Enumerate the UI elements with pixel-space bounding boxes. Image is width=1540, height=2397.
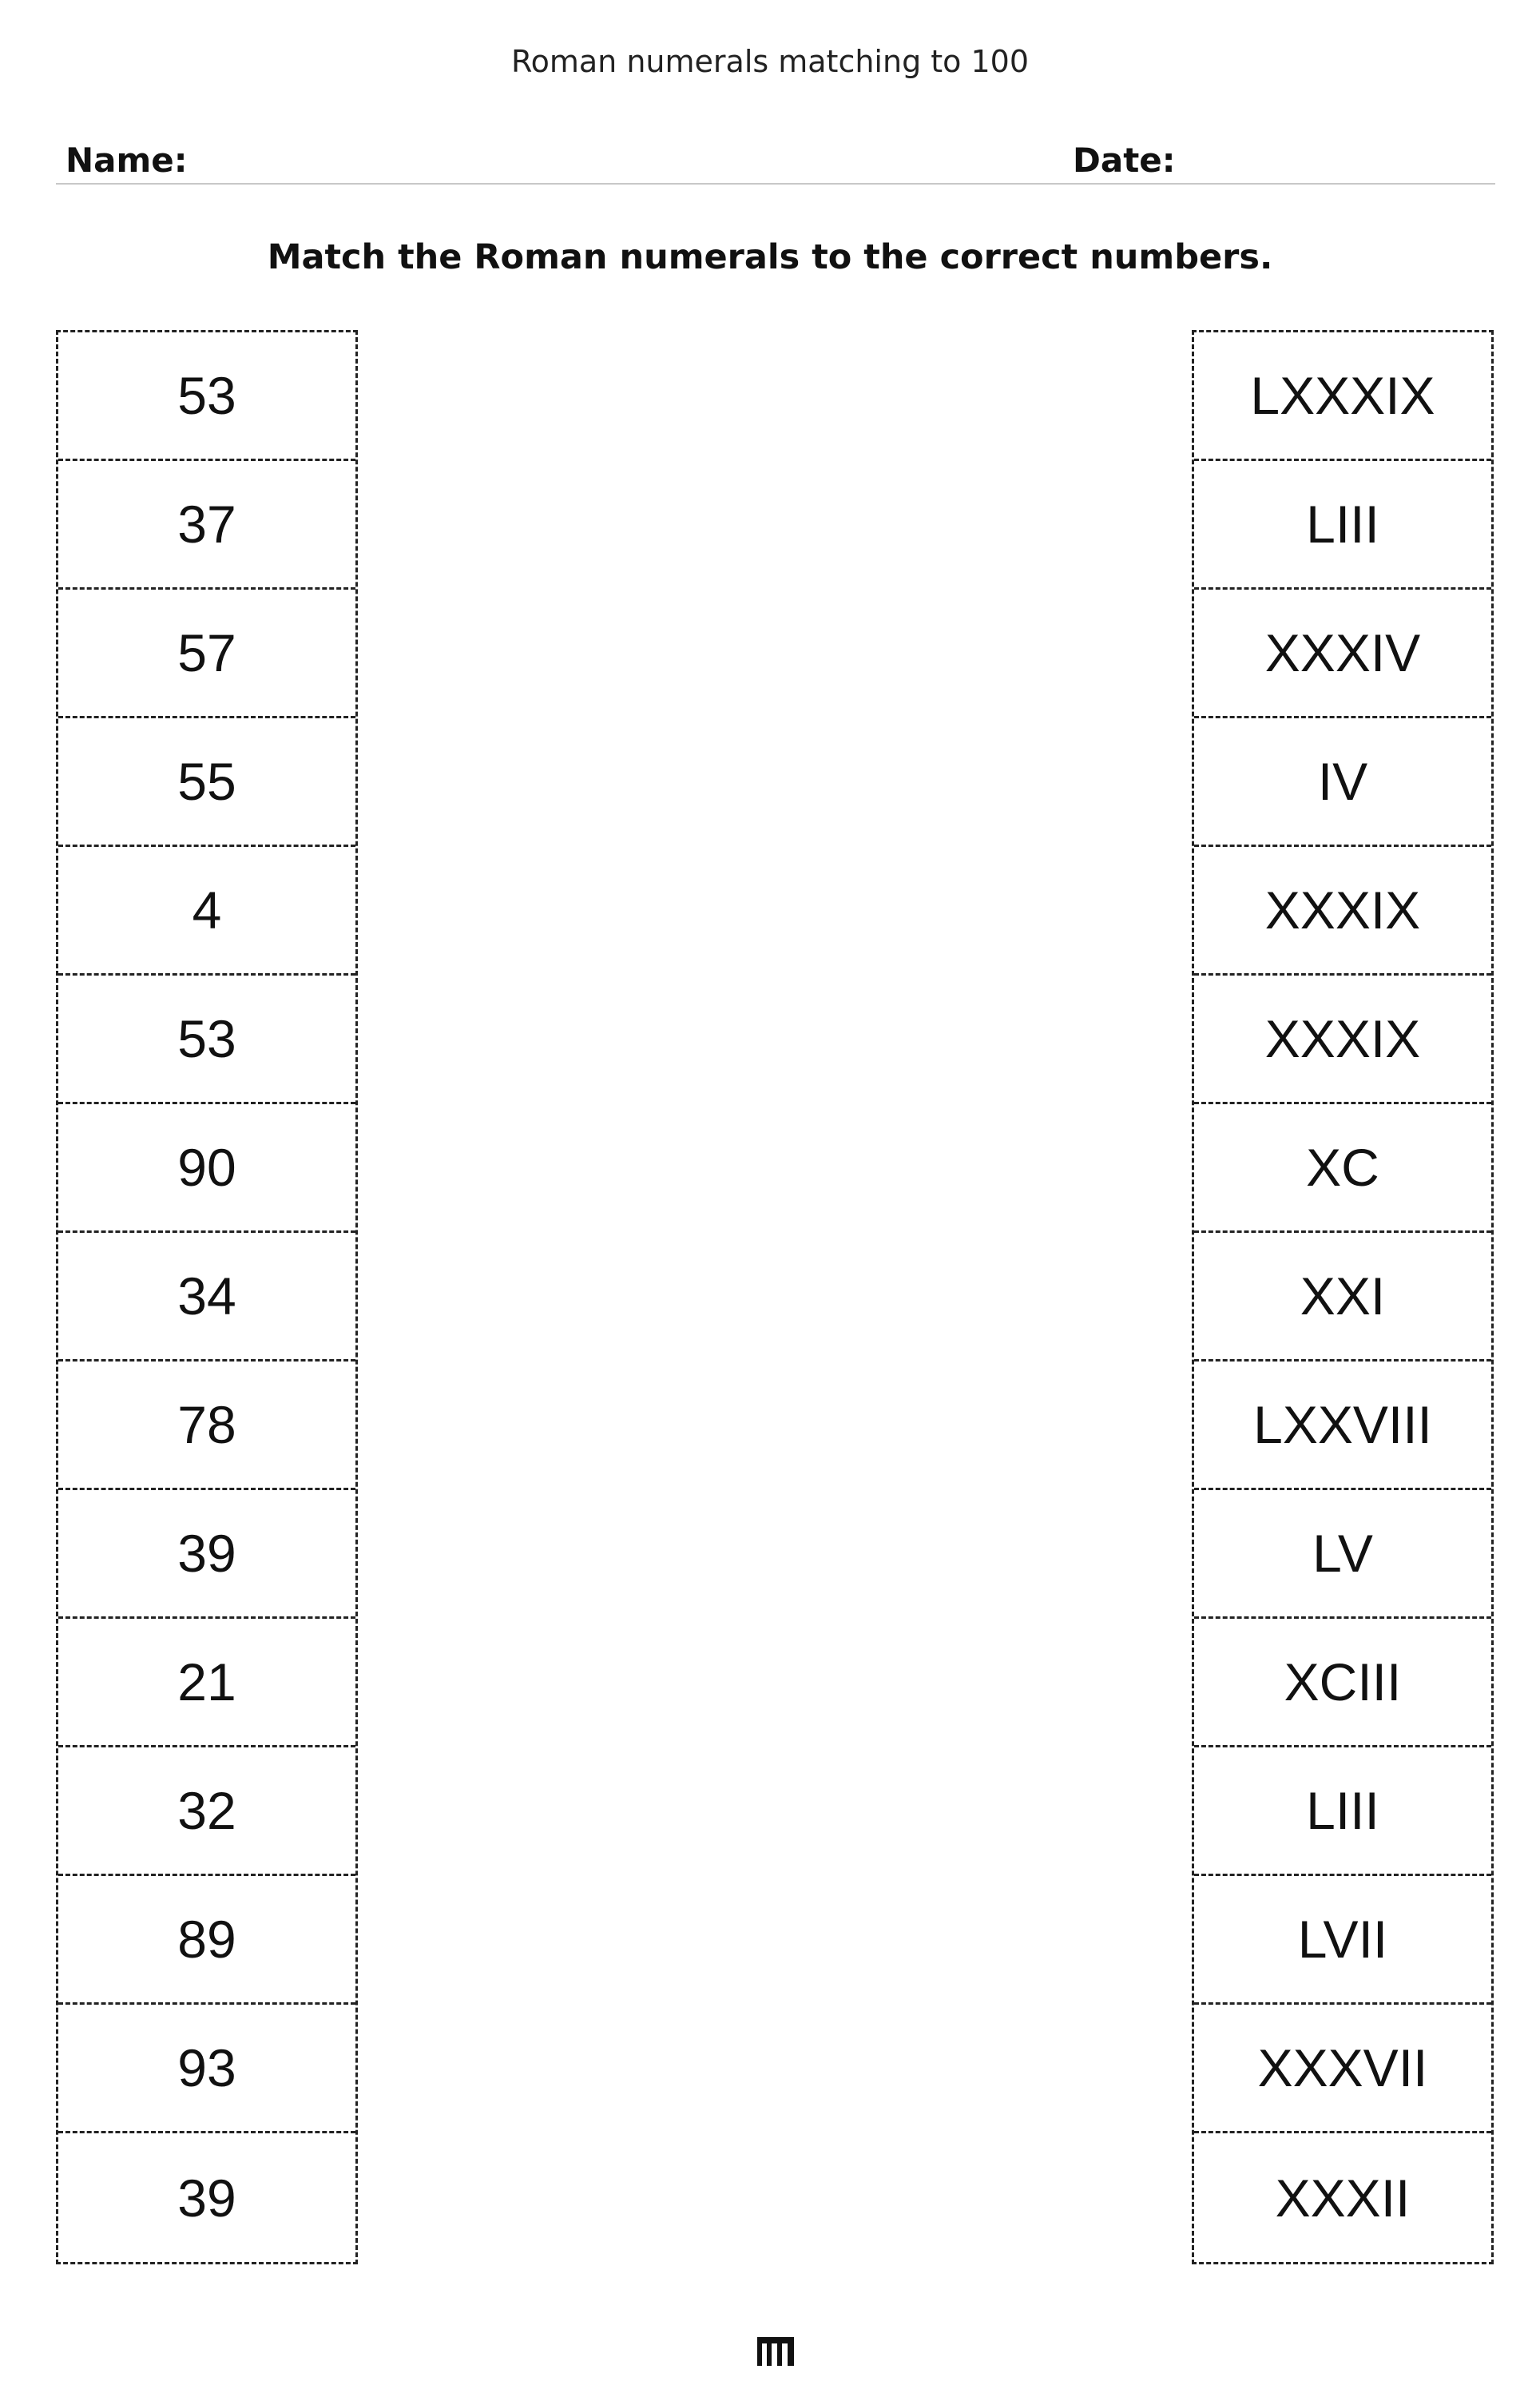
numeral-cell[interactable]: LXXXIX — [1194, 332, 1491, 461]
numeral-cell[interactable]: XCIII — [1194, 1619, 1491, 1747]
number-cell[interactable]: 4 — [58, 847, 355, 976]
numeral-cell[interactable]: XXXIX — [1194, 847, 1491, 976]
numeral-cell[interactable]: XXXIX — [1194, 976, 1491, 1104]
numeral-cell[interactable]: XXXII — [1275, 2168, 1411, 2228]
instructions: Match the Roman numerals to the correct numbers. — [267, 237, 1273, 277]
number-cell[interactable]: 57 — [58, 590, 355, 718]
numbers-column — [56, 330, 358, 2264]
number-cell[interactable]: 90 — [58, 1104, 355, 1233]
numeral-cell[interactable]: LVII — [1194, 1876, 1491, 2005]
number-cell[interactable]: 21 — [58, 1619, 355, 1747]
numeral-cell[interactable]: XXXIV — [1194, 590, 1491, 718]
numerals-column — [1192, 330, 1494, 2264]
number-cell[interactable]: 55 — [58, 718, 355, 847]
numeral-cell[interactable]: XC — [1194, 1104, 1491, 1233]
numeral-cell[interactable]: XXXVII — [1194, 2005, 1491, 2133]
number-cell[interactable]: 53 — [58, 976, 355, 1104]
name-label: Name: — [65, 141, 188, 180]
number-cell[interactable]: 37 — [58, 461, 355, 590]
page-title: Roman numerals matching to 100 — [510, 44, 1030, 79]
numeral-cell[interactable]: LXXVIII — [1194, 1361, 1491, 1490]
number-cell[interactable]: 78 — [58, 1361, 355, 1490]
number-cell[interactable]: 93 — [58, 2005, 355, 2133]
date-label: Date: — [1073, 141, 1176, 180]
numeral-cell[interactable]: LIII — [1194, 1747, 1491, 1876]
numeral-cell[interactable]: XXI — [1194, 1233, 1491, 1361]
numeral-cell[interactable]: LV — [1194, 1490, 1491, 1619]
numeral-cell[interactable]: IV — [1194, 718, 1491, 847]
number-cell[interactable]: 32 — [58, 1747, 355, 1876]
number-cell[interactable]: 39 — [58, 1490, 355, 1619]
number-cell[interactable]: 89 — [58, 1876, 355, 2005]
site-logo-icon — [756, 2332, 796, 2367]
numeral-cell[interactable]: LIII — [1194, 461, 1491, 590]
number-cell[interactable]: 34 — [58, 1233, 355, 1361]
header-divider — [56, 183, 1495, 185]
number-cell[interactable]: 53 — [58, 332, 355, 461]
number-cell[interactable]: 39 — [177, 2168, 236, 2228]
